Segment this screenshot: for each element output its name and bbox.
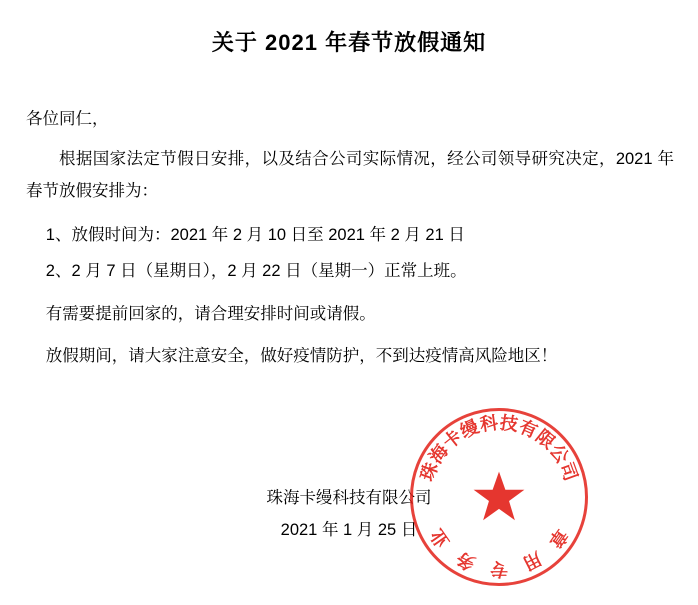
seal-char: 海 <box>425 440 453 468</box>
seal-char: 务 <box>453 547 479 574</box>
seal-char: 科 <box>478 412 500 435</box>
notice-paragraph-1: 有需要提前回家的，请合理安排时间或请假。 <box>45 304 376 323</box>
seal-char: 业 <box>426 525 454 552</box>
seal-char: 缦 <box>457 416 482 442</box>
list-item: 1、放假时间为：2021 年 2 月 10 日至 2021 年 2 月 21 日 <box>45 226 465 245</box>
seal-char: 公 <box>545 440 573 468</box>
seal-char: 限 <box>532 425 559 453</box>
page-title: 关于 2021 年春节放假通知 <box>211 30 487 55</box>
seal-char: 章 <box>544 525 572 552</box>
document-body <box>0 103 698 372</box>
seal-char: 珠 <box>416 459 442 484</box>
seal-char: 专 <box>490 559 508 579</box>
seal-char: 技 <box>498 412 520 435</box>
list-item: 2、2 月 7 日（星期日），2 月 22 日（星期一）正常上班。 <box>45 262 467 281</box>
seal-char: 用 <box>519 547 545 574</box>
signature-date: 2021 年 1 月 25 日 <box>280 521 418 539</box>
notice-paragraph-2: 放假期间，请大家注意安全，做好疫情防护，不到达疫情高风险地区！ <box>45 346 558 365</box>
signature-company: 珠海卡缦科技有限公司 <box>266 489 432 507</box>
intro-paragraph: 根据国家法定节假日安排，以及结合公司实际情况，经公司领导研究决定，2021 年春节放假安排为： <box>26 149 674 201</box>
seal-char: 有 <box>516 416 541 442</box>
salutation: 各位同仁， <box>26 109 109 128</box>
seal-char: 卡 <box>439 425 466 453</box>
seal-char: 司 <box>556 459 582 484</box>
